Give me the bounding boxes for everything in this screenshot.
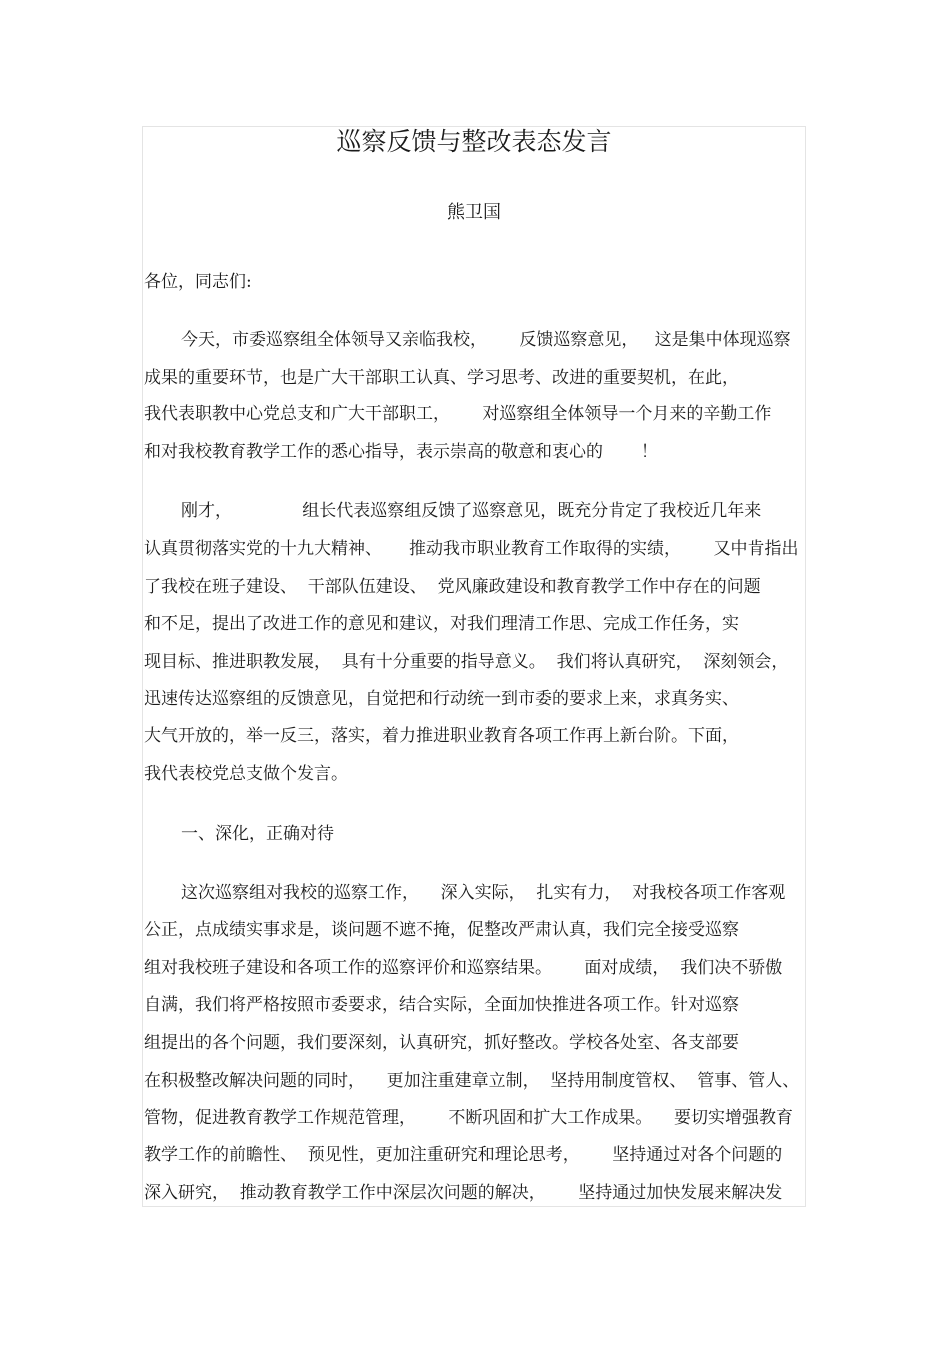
document-author: 熊卫国 (447, 202, 501, 223)
paragraph-line: 管物，促进教育教学工作规范管理， 不断巩固和扩大工作成果。 要切实增强教育 (144, 1108, 794, 1128)
paragraph-line: 现目标、推进职教发展， 具有十分重要的指导意义。 我们将认真研究， 深刻领会， (144, 652, 789, 672)
paragraph-line: 和对我校教育教学工作的悉心指导，表示崇高的敬意和衷心的 ！ (144, 442, 658, 462)
paragraph-line: 我代表校党总支做个发言。 (144, 764, 348, 784)
paragraph-line: 今天，市委巡察组全体领导又亲临我校， 反馈巡察意见， 这是集中体现巡察 (181, 330, 791, 350)
paragraph-line: 组提出的各个问题，我们要深刻，认真研究，抓好整改。学校各处室、各支部要 (144, 1033, 739, 1053)
paragraph-line: 了我校在班子建设、 干部队伍建设、 党风廉政建设和教育教学工作中存在的问题 (144, 577, 761, 597)
paragraph-line: 这次巡察组对我校的巡察工作， 深入实际， 扎实有力， 对我校各项工作客观 (181, 883, 786, 903)
paragraph-line: 成果的重要环节，也是广大干部职工认真、学习思考、改进的重要契机，在此， (144, 368, 739, 388)
paragraph-line: 深入研究， 推动教育教学工作中深层次问题的解决， 坚持通过加快发展来解决发 (144, 1183, 783, 1203)
paragraph-line: 迅速传达巡察组的反馈意见，自觉把和行动统一到市委的要求上来，求真务实、 (144, 689, 739, 709)
salutation: 各位，同志们: (144, 272, 252, 292)
paragraph-line: 在积极整改解决问题的同时， 更加注重建章立制， 坚持用制度管权、 管事、管人、 (144, 1071, 800, 1091)
paragraph-line: 公正，点成绩实事求是，谈问题不遮不掩，促整改严肃认真，我们完全接受巡察 (144, 920, 739, 940)
paragraph-line: 认真贯彻落实党的十九大精神、 推动我市职业教育工作取得的实绩， 又中肯指出 (144, 539, 799, 559)
paragraph-line: 我代表职教中心党总支和广大干部职工， 对巡察组全体领导一个月来的辛勤工作 (144, 404, 772, 424)
section-heading: 一、深化，正确对待 (181, 824, 334, 844)
paragraph-line: 组对我校班子建设和各项工作的巡察评价和巡察结果。 面对成绩， 我们决不骄傲 (144, 958, 783, 978)
paragraph-line: 教学工作的前瞻性、 预见性，更加注重研究和理论思考， 坚持通过对各个问题的 (144, 1145, 783, 1165)
paragraph-line: 和不足，提出了改进工作的意见和建议，对我们理清工作思、完成工作任务，实 (144, 614, 739, 634)
paragraph-line: 刚才， 组长代表巡察组反馈了巡察意见，既充分肯定了我校近几年来 (181, 501, 762, 521)
document-title: 巡察反馈与整改表态发言 (336, 127, 612, 156)
paragraph-line: 大气开放的，举一反三，落实，着力推进职业教育各项工作再上新台阶。下面， (144, 726, 739, 746)
paragraph-line: 自满，我们将严格按照市委要求，结合实际，全面加快推进各项工作。针对巡察 (144, 995, 739, 1015)
